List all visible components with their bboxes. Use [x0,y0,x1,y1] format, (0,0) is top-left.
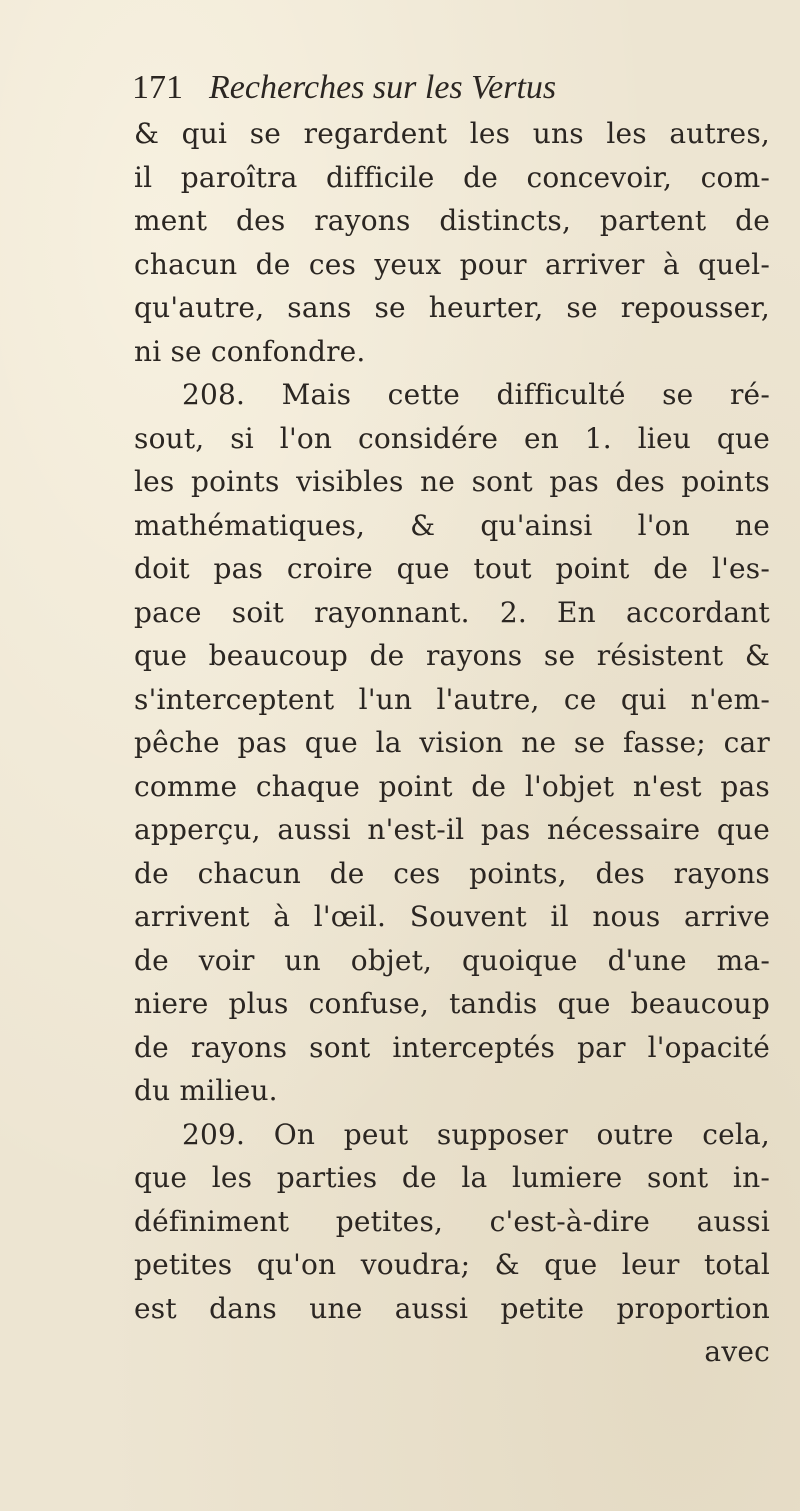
text-line: pêche pas que la vision ne se fasse; car [134,726,770,759]
text-line: comme chaque point de l'objet n'est pas [134,769,770,803]
running-head [132,66,692,110]
text-line: petites qu'on voudra; & que leur total [134,1248,770,1281]
text-line: pace soit rayonnant. 2. En accordant [134,595,770,629]
text-line: que les parties de la lumiere sont in- [134,1161,770,1194]
text-line: sout, si l'on considére en 1. lieu que [134,421,770,455]
text-line: ni se confondre. [134,334,366,368]
text-line: est dans une aussi petite proportion [134,1291,770,1325]
text-line: doit pas croire que tout point de l'es- [134,552,770,585]
text-line: ment des rayons distincts, partent de [134,204,770,237]
text-line: niere plus confuse, tandis que beaucoup [134,987,770,1020]
text-line: qu'autre, sans se heurter, se repousser, [134,291,770,324]
text-line: que beaucoup de rayons se résistent & [134,639,770,672]
paragraph-208-start: 208. Mais cette difficulté se ré- [182,378,770,411]
running-title: Recherches sur les Vertus [209,69,557,106]
page-number: 171 [132,69,183,106]
text-line: de chacun de ces points, des rayons [134,856,770,890]
text-line: du milieu. [134,1074,278,1107]
body-text [134,112,770,1374]
text-line: s'interceptent l'un l'autre, ce qui n'em- [134,682,770,716]
text-line: il paroîtra difficile de concevoir, com- [134,160,770,194]
text-line: définiment petites, c'est-à-dire aussi [134,1204,770,1238]
text-line: mathématiques, & qu'ainsi l'on ne [134,508,770,542]
text-line: chacun de ces yeux pour arriver à quel- [134,247,770,281]
text-line: les points visibles ne sont pas des points [134,465,770,498]
text-line: & qui se regardent les uns les autres, [134,117,770,150]
paragraph-209-start: 209. On peut supposer outre cela, [182,1117,770,1151]
text-line: de rayons sont interceptés par l'opacité [134,1030,770,1064]
text-line: arrivent à l'œil. Souvent il nous arrive [134,900,770,933]
text-line: de voir un objet, quoique d'une ma- [134,943,770,977]
catchword: avec [704,1335,770,1368]
text-line: apperçu, aussi n'est-il pas nécessaire que [134,813,770,846]
